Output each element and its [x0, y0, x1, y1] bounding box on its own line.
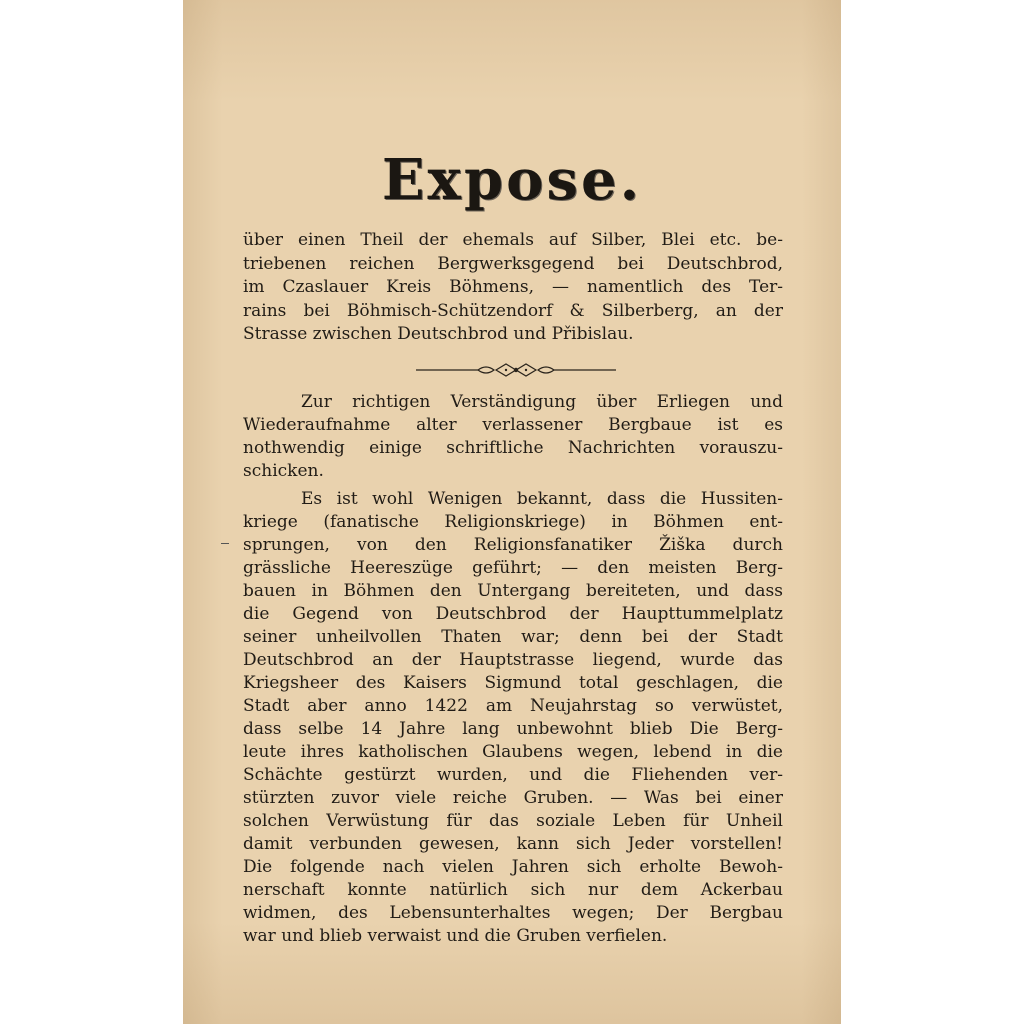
- text-line: Die folgende nach vielen Jahren sich erholte Bewoh-: [243, 857, 783, 877]
- text-line: Zur richtigen Verständigung über Erliegen und: [301, 392, 783, 412]
- text-line: bauen in Böhmen den Untergang bereiteten, und dass: [243, 581, 783, 601]
- text-line: sprungen, von den Religionsfanatiker Žiška durch: [243, 535, 783, 555]
- text-line: widmen, des Lebensunterhaltes wegen; Der Bergbau: [243, 903, 783, 923]
- text-line: Schächte gestürzt wurden, und die Fliehenden ver-: [243, 765, 783, 785]
- intro-subtitle: [243, 229, 783, 347]
- text-line: Kriegsheer des Kaisers Sigmund total geschlagen, die: [243, 673, 783, 693]
- document-page: [183, 0, 841, 1024]
- text-line: leute ihres katholischen Glaubens wegen, lebend in die: [243, 742, 783, 762]
- text-line: Es ist wohl Wenigen bekannt, dass die Hussiten-: [301, 489, 783, 509]
- text-line: grässliche Heereszüge geführt; — den meisten Berg-: [243, 558, 783, 578]
- text-line: Deutschbrod an der Hauptstrasse liegend, wurde das: [243, 650, 783, 670]
- text-line: Wiederaufnahme alter verlassener Bergbaue ist es: [243, 415, 783, 435]
- text-line: dass selbe 14 Jahre lang unbewohnt blieb Die Berg-: [243, 719, 783, 739]
- text-line: damit verbunden gewesen, kann sich Jeder vorstellen!: [243, 834, 783, 854]
- paragraph-2: [243, 488, 783, 948]
- text-line: kriege (fanatische Religionskriege) in Böhmen ent-: [243, 512, 783, 532]
- text-line: Stadt aber anno 1422 am Neujahrstag so verwüstet,: [243, 696, 783, 716]
- text-line: rains bei Böhmisch-Schützendorf & Silberberg, an der: [243, 300, 783, 321]
- margin-mark: [221, 543, 229, 544]
- text-line: stürzten zuvor viele reiche Gruben. — Was bei einer: [243, 788, 783, 808]
- text-line: schicken.: [243, 461, 324, 481]
- text-line: die Gegend von Deutschbrod der Haupttummelplatz: [243, 604, 783, 624]
- text-line: triebenen reichen Bergwerksgegend bei Deutschbrod,: [243, 253, 783, 274]
- document-title: Expose.: [381, 147, 643, 213]
- text-line: im Czaslauer Kreis Böhmens, — namentlich des Ter-: [243, 277, 783, 297]
- text-line: nothwendig einige schriftliche Nachrichten vorauszu-: [243, 438, 783, 458]
- text-line: war und blieb verwaist und die Gruben verfielen.: [243, 926, 668, 946]
- text-line: nerschaft konnte natürlich sich nur dem Ackerbau: [243, 880, 783, 900]
- body-text: [243, 391, 783, 953]
- text-line: seiner unheilvollen Thaten war; denn bei der Stadt: [243, 627, 783, 647]
- text-line: solchen Verwüstung für das soziale Leben für Unheil: [243, 811, 783, 831]
- text-line: über einen Theil der ehemals auf Silber, Blei etc. be-: [243, 230, 783, 250]
- paragraph-1: [243, 391, 783, 483]
- text-line: Strasse zwischen Deutschbrod und Přibislau.: [243, 324, 634, 344]
- ornamental-divider-icon: [416, 362, 616, 378]
